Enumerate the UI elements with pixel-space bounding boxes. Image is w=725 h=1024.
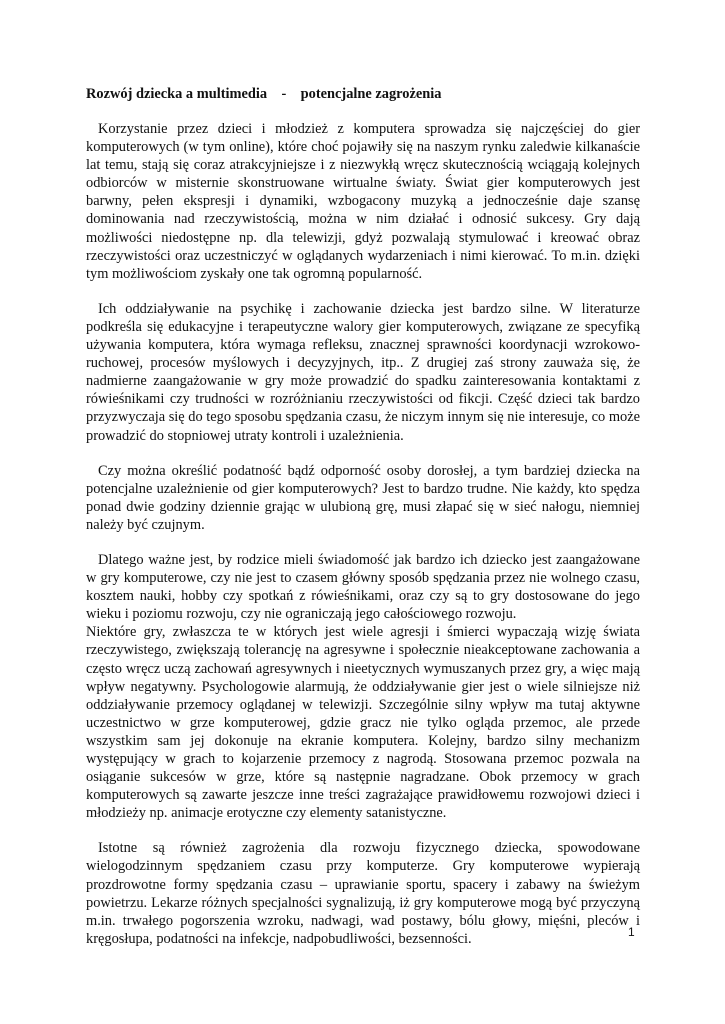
paragraph-games-popularity: Korzystanie przez dzieci i młodzież z komputera sprowadza się najczęściej do gier komputerowych (w tym online), które choć pojawiły się na naszym rynku zaledwie kilkanaście lat temu, stają się coraz atrakcyjniejsze i z niezwykłą wręcz skutecznością wciągają kolejnych odbiorców w misternie skonstruowane wirtualne światy. Świat gier komputerowych jest barwny, pełen ekspresji i dynamiki, wzbogacony muzyką a jednocześnie daje szansę dominowania nad rzeczywistością, można w nim działać i odnosić sukcesy. Gry dają możliwości niedostępne np. dla telewizji, gdyż pozwalają stymulować i kreować obraz rzeczywistości oraz uczestniczyć w oglądanych wydarzeniach i nimi kierować. To m.in. dzięki tym możliwościom zyskały one tak ogromną popularność.	[86, 121, 640, 282]
document-body	[86, 120, 640, 965]
paragraph-physical-health-risks: Istotne są również zagrożenia dla rozwoju fizycznego dziecka, spowodowane wielogodzinnym spędzaniem czasu przy komputerze. Gry komputerowe wypierają prozdrowotne formy spędzania czasu – uprawianie sportu, spacery i zabawy na świeżym powietrzu. Lekarze różnych specjalności sygnalizują, iż gry komputerowe mogą być przyczyną m.in. trwałego pogorszenia wzroku, nadwagi, wad postawy, bólu głowy, mięśni, pleców i kręgosłupa, podatności na infekcje, nadpobudliwości, bezsenności.	[86, 840, 640, 947]
document-title: Rozwój dziecka a multimedia - potencjalne zagrożenia	[86, 86, 442, 102]
paragraph-psychological-impact: Ich oddziaływanie na psychikę i zachowanie dziecka jest bardzo silne. W literaturze podkreśla się edukacyjne i terapeutyczne walory gier komputerowych, związane ze specyfiką używania komputera, która wymaga refleksu, znacznej sprawności koordynacji wzrokowo-ruchowej, procesów myślowych i decyzyjnych, itp.. Z drugiej zaś strony zauważa się, że nadmierne zaangażowanie w gry może prowadzić do spadku zainteresowania kontaktami z rówieśnikami czy trudności w rozróżnianiu rzeczywistości od fikcji. Część dzieci tak bardzo przyzwyczaja się do tego sposobu spędzania czasu, że niczym innym się nie interesuje, co może prowadzić do stopniowej utraty kontroli i uzależnienia.	[86, 300, 640, 444]
paragraph-parental-awareness: Dlatego ważne jest, by rodzice mieli świadomość jak bardzo ich dziecko jest zaangażowane w gry komputerowe, czy nie jest to czasem główny sposób spędzania przez nie wolnego czasu, kosztem nauki, hobby czy spotkań z rówieśnikami, oraz czy są to gry dostosowane do jego wieku i poziomu rozwoju, czy nie ograniczają jego całościowego rozwoju.	[86, 551, 640, 623]
paragraph-violence-in-games: Niektóre gry, zwłaszcza te w których jest wiele agresji i śmierci wypaczają wizję świata rzeczywistego, zwiększają tolerancję na agresywne i społecznie nieakceptowane zachowania a często wręcz uczą zachowań agresywnych i nieetycznych wymuszanych przez gry, a więc mają wpływ negatywny. Psychologowie alarmują, że oddziaływanie gier jest o wiele silniejsze niż oddziaływanie przemocy oglądanej w telewizji. Szczególnie silny wpływ ma tutaj aktywne uczestnictwo w grze komputerowej, gdzie gracz nie tylko ogląda przemoc, ale przede wszystkim sam jej dokonuje na ekranie komputera. Kolejny, bardzo silny mechanizm występujący w grach to kojarzenie przemocy z nagrodą. Stosowana przemoc pozwala na osiąganie sukcesów w grze, które są następnie nagradzane. Obok przemocy w grach komputerowych są zawarte jeszcze inne treści zagrażające prawidłowemu rozwojowi dzieci i młodzieży np. animacje erotyczne czy elementy satanistyczne.	[86, 624, 640, 822]
paragraph-addiction-susceptibility: Czy można określić podatność bądź odporność osoby dorosłej, a tym bardziej dziecka na potencjalne uzależnienie od gier komputerowych? Jest to bardzo trudne. Nie każdy, kto spędza ponad dwie godziny dziennie grając w ulubioną grę, musi złapać się w sieć nałogu, niemniej należy być czujnym.	[86, 462, 640, 533]
page-number: 1	[628, 925, 635, 939]
